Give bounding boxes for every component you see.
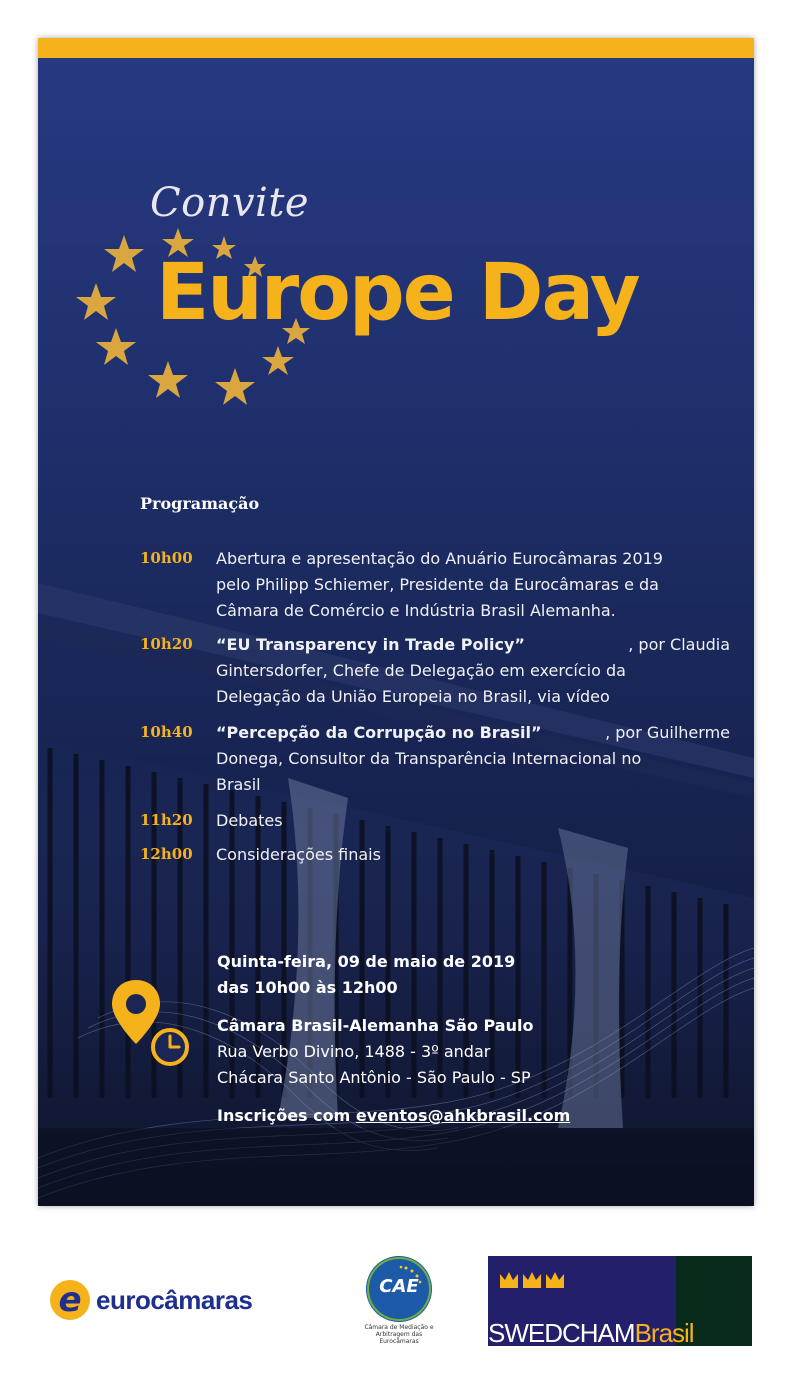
location-pin-icon [108, 978, 198, 1078]
swedcham-logo [488, 1256, 752, 1346]
program-item-description: “Percepção da Corrupção no Brasil” , por Guilherme Donega, Consultor da Transparência Internacional no Brasil [216, 720, 730, 798]
event-address-line1: Rua Verbo Divino, 1488 - 3º andar [217, 1042, 491, 1061]
star-icon [215, 368, 255, 405]
program-item-description: Debates [216, 811, 283, 830]
star-icon [262, 346, 294, 375]
program-heading: Programação [140, 494, 260, 513]
cae-subtitle: Câmara de Mediação e Arbitragem das Eurocâmaras [364, 1324, 434, 1345]
program-item-description: Considerações finais [216, 845, 381, 864]
talk-title: “EU Transparency in Trade Policy” [216, 635, 525, 654]
star-icon [104, 235, 144, 272]
event-date: Quinta-feira, 09 de maio de 2019 [217, 952, 516, 971]
program-item-description: “EU Transparency in Trade Policy” , por Claudia Gintersdorfer, Chefe de Delegação em exercício da Delegação da União Europeia no Brasil, via vídeo [216, 632, 730, 710]
eurocamaras-mark-icon: e [50, 1280, 90, 1320]
three-crowns-icon [498, 1268, 568, 1290]
eurocamaras-wordmark: eurocâmaras [96, 1284, 253, 1315]
eurocamaras-logo [50, 1278, 252, 1322]
program-item-time: 10h40 [140, 723, 193, 741]
invitation-poster [38, 38, 754, 1206]
program-item-description: Abertura e apresentação do Anuário Eurocâmaras 2019 pelo Philipp Schiemer, Presidente da Eurocâmaras e da Câmara de Comércio e Indústria Brasil Alemanha. [216, 549, 663, 620]
event-title: Europe Day [156, 248, 639, 338]
star-icon [76, 283, 116, 320]
program-item-time: 11h20 [140, 811, 193, 829]
signup-email-link[interactable]: eventos@ahkbrasil.com [355, 1106, 571, 1125]
swedcham-wordmark: SWEDCHAMBrasil [488, 1318, 694, 1348]
event-venue: Câmara Brasil-Alemanha São Paulo [217, 1016, 534, 1035]
event-hours: das 10h00 às 12h00 [217, 978, 398, 997]
signup-line: Inscrições com eventos@ahkbrasil.com [217, 1106, 571, 1125]
cae-logo [360, 1256, 438, 1346]
program-item-time: 12h00 [140, 845, 193, 863]
talk-title: “Percepção da Corrupção no Brasil” [216, 723, 542, 742]
star-icon [148, 361, 188, 398]
event-address-line2: Chácara Santo Antônio - São Paulo - SP [217, 1068, 531, 1087]
invitation-label: Convite [150, 180, 310, 226]
clock-icon [153, 1030, 187, 1064]
cae-circle-icon: CAE [366, 1256, 432, 1322]
program-item-time: 10h00 [140, 549, 193, 567]
program-item-time: 10h20 [140, 635, 193, 653]
star-icon [96, 328, 136, 365]
